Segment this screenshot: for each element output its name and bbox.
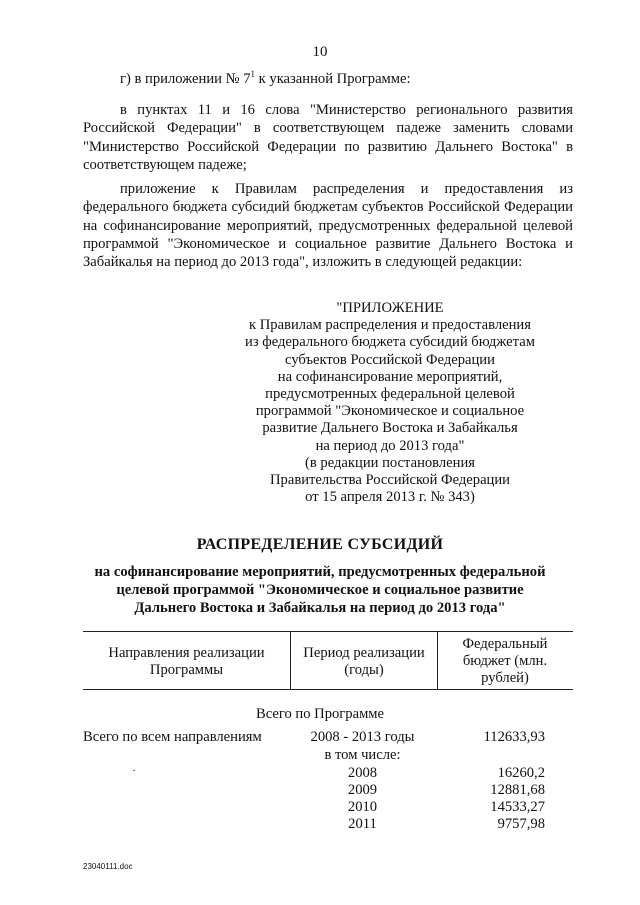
table-top-border: [83, 631, 573, 632]
page-number: 10: [312, 44, 328, 60]
paragraph-item-g-end: к указанной Программе:: [258, 71, 411, 87]
table-total-period: 2008 - 2013 годы: [310, 729, 415, 745]
appendix-line: от 15 апреля 2013 г. № 343): [305, 489, 475, 506]
appendix-line: из федерального бюджета субсидий бюджетам: [245, 334, 535, 351]
table-row-value: 12881,68: [490, 782, 545, 798]
distribution-subtitle: на софинансирование мероприятий, предусмотренных федеральной целевой программой "Экономическое и социальное развитие Дальнего Востока и Забайкалья на период до 2013 года": [94, 564, 546, 616]
distribution-title: РАСПРЕДЕЛЕНИЕ СУБСИДИЙ: [196, 536, 444, 553]
table-header-directions: Направления реализации Программы: [108, 645, 265, 678]
appendix-line: предусмотренных федеральной целевой: [265, 386, 515, 403]
table-including-label: в том числе:: [324, 747, 401, 763]
table-total-label: Всего по всем направлениям: [83, 729, 262, 745]
table-column-divider: [290, 631, 291, 689]
table-row-year: 2009: [347, 782, 378, 798]
table-total-value: 112633,93: [483, 729, 545, 745]
appendix-number: 7: [243, 71, 251, 87]
appendix-line: на софинансирование мероприятий,: [277, 368, 503, 385]
appendix-line: развитие Дальнего Востока и Забайкалья: [262, 420, 518, 437]
table-row-year: 2008: [347, 765, 378, 781]
appendix-line: к Правилам распределения и предоставления: [249, 317, 531, 334]
file-name-footer: 23040111.doc: [83, 862, 133, 871]
appendix-stamp-block: [220, 300, 560, 506]
appendix-title: "ПРИЛОЖЕНИЕ: [336, 300, 444, 316]
table-row-value: 14533,27: [490, 799, 545, 815]
table-header-period: Период реализации (годы): [303, 645, 425, 678]
table-header-budget: Федеральный бюджет (млн. рублей): [462, 636, 548, 686]
table-section-title: Всего по Программе: [255, 706, 385, 722]
appendix-line: субъектов Российской Федерации: [285, 351, 495, 368]
table-column-divider: [437, 631, 438, 689]
appendix-number-superscript: 1: [250, 69, 255, 80]
appendix-line: на период до 2013 года": [315, 437, 465, 454]
scan-speck: [133, 770, 135, 771]
paragraph-item-g: [83, 70, 573, 88]
table-row-year: 2011: [348, 816, 377, 832]
appendix-line: (в редакции постановления: [305, 454, 475, 471]
appendix-line: Правительства Российской Федерации: [270, 472, 510, 489]
table-header-border: [83, 689, 573, 690]
table-row-year: 2010: [347, 799, 378, 815]
table-row-value: 16260,2: [497, 765, 545, 781]
paragraph-appendix-rules: приложение к Правилам распределения и предоставления из федерального бюджета субсидий бюджетам субъектов Российской Федерации на софинансирование мероприятий, предусмотренных федеральной целевой программой "Экономическое и социальное развитие Дальнего Востока и Забайкалья на период до 2013 года", изложить в следующей редакции:: [83, 181, 573, 271]
appendix-line: программой "Экономическое и социальное: [255, 403, 525, 420]
table-row-value: 9757,98: [497, 816, 545, 832]
paragraph-replace-ministry: в пунктах 11 и 16 слова "Министерство регионального развития Российской Федерации" в соответствующем падеже заменить словами "Министерство Российской Федерации по развитию Дальнего Востока" в соответствующем падеже;: [83, 102, 573, 173]
paragraph-item-g-start: г) в приложении №: [120, 71, 240, 87]
